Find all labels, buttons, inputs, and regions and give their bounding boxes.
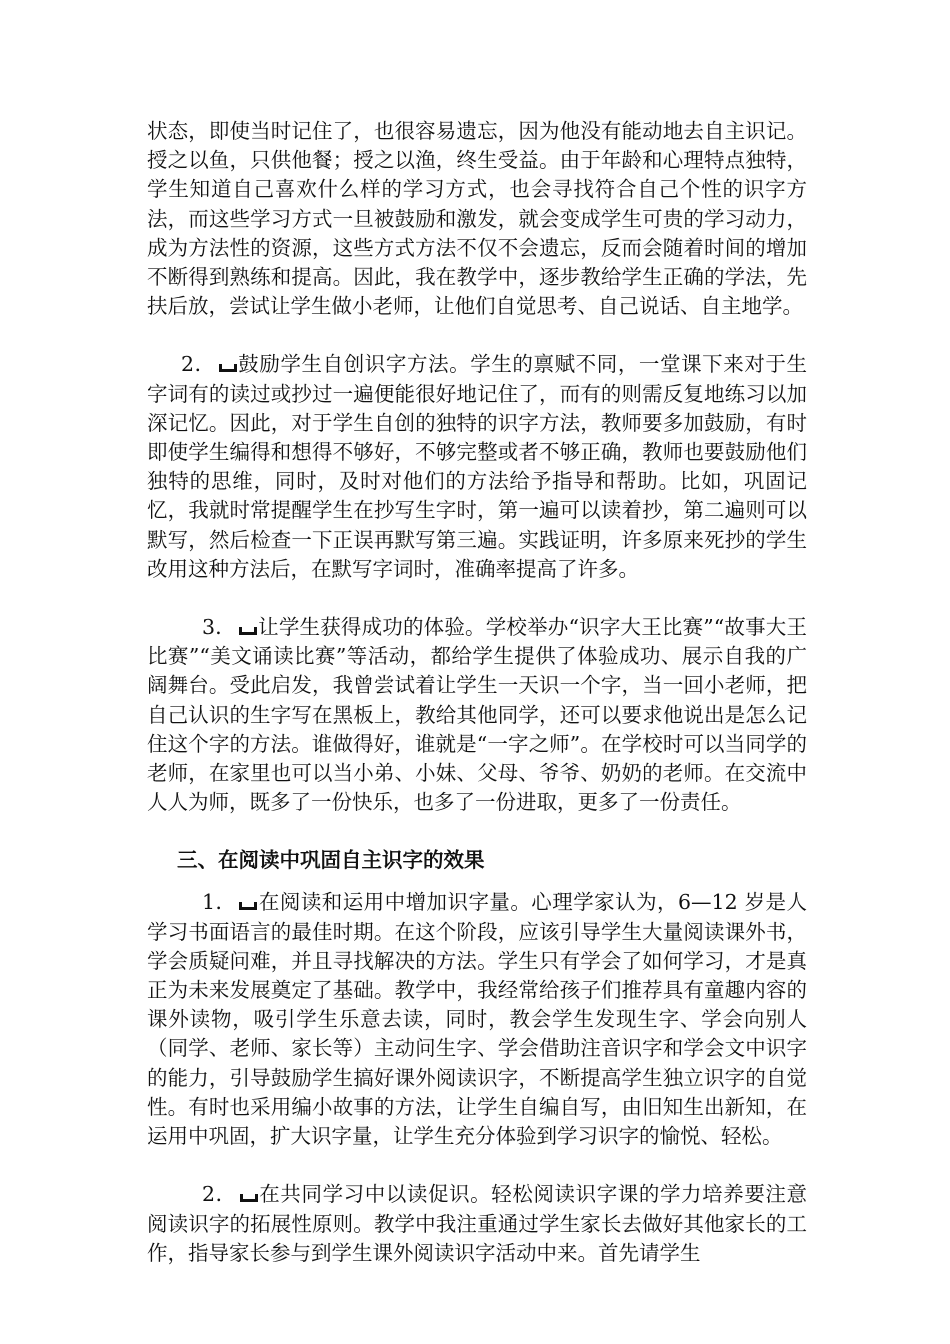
paragraph-item-3: [147, 613, 807, 817]
tab-mark-icon: [219, 364, 237, 372]
paragraph-text: 在共同学习中以读促识。轻松阅读识字课的学力培养要注意阅读识字的拓展性原则。教学中我注重通过学生家长去做好其他家长的工作，指导家长参与到学生课外阅读识字活动中来。首先请学生: [147, 1182, 807, 1265]
list-number: 2．: [181, 352, 216, 377]
paragraph-text: 鼓励学生自创识字方法。学生的禀赋不同，一堂课下来对于生字词有的读过或抄过一遍便能很好地记住了，而有的则需反复地练习以加深记忆。因此，对于学生自创的独特的识字方法，教师要多加鼓励，有时即使学生编得和想得不够好，不够完整或者不够正确，教师也要鼓励他们独特的思维，同时，及时对他们的方法给予指导和帮助。比如，巩固记忆，我就时常提醒学生在抄写生字时，第一遍可以读着抄，第二遍则可以默写，然后检查一下正误再默写第三遍。实践证明，许多原来死抄的学生改用这种方法后，在默写字词时，准确率提高了许多。: [147, 352, 808, 581]
section-paragraph-2: [147, 1180, 807, 1268]
tab-mark-icon: [239, 627, 257, 635]
list-number: 3．: [202, 615, 236, 640]
paragraph-text: 在阅读和运用中增加识字量。心理学家认为，6—12 岁是人学习书面语言的最佳时期。在这个阶段，应该引导学生大量阅读课外书，学会质疑问难，并且寻找解决的方法。学生只有学会了如何学习，才是真正为未来发展奠定了基础。教学中，我经常给孩子们推荐具有童趣内容的课外读物，吸引学生乐意去读，同时，教会学生发现生字、学会向别人（同学、老师、家长等）主动问生字、学会借助注音识字和学会文中识字的能力，引导鼓励学生搞好课外阅读识字，不断提高学生独立识字的自觉性。有时也采用编小故事的方法，让学生自编自写，由旧知生出新知，在运用中巩固，扩大识字量，让学生充分体验到学习识字的愉悦、轻松。: [147, 890, 807, 1149]
section-paragraph-1: [147, 888, 807, 1151]
tab-mark-icon: [240, 1194, 258, 1202]
list-number: 2．: [202, 1182, 237, 1207]
document-page: [147, 117, 807, 1268]
paragraph-text: 状态，即使当时记住了，也很容易遗忘，因为他没有能动地去自主识记。授之以鱼，只供他餐；授之以渔，终生受益。由于年龄和心理特点独特，学生知道自己喜欢什么样的学习方式，也会寻找符合自己个性的识字方法，而这些学习方式一旦被鼓励和激发，就会变成学生可贵的学习动力，成为方法性的资源，这些方式方法不仅不会遗忘，反而会随着时间的增加不断得到熟练和提高。因此，我在教学中，逐步教给学生正确的学法，先扶后放，尝试让学生做小老师，让他们自觉思考、自己说话、自主地学。: [147, 119, 807, 319]
paragraph-text: 让学生获得成功的体验。学校举办“识字大王比赛”“故事大王比赛”“美文诵读比赛”等活动，都给学生提供了体验成功、展示自我的广阔舞台。受此启发，我曾尝试着让学生一天识一个字，当一回小老师，把自己认识的生字写在黑板上，教给其他同学，还可以要求他说出是怎么记住这个字的方法。谁做得好，谁就是“一字之师”。在学校时可以当同学的老师，在家里也可以当小弟、小妹、父母、爷爷、奶奶的老师。在交流中人人为师，既多了一份快乐，也多了一份进取，更多了一份责任。: [147, 615, 807, 815]
paragraph-item-2: [147, 350, 807, 584]
paragraph-continued: [147, 117, 807, 321]
tab-mark-icon: [239, 902, 257, 910]
list-number: 1．: [202, 890, 237, 915]
section-heading: 三、在阅读中巩固自主识字的效果: [177, 848, 485, 873]
